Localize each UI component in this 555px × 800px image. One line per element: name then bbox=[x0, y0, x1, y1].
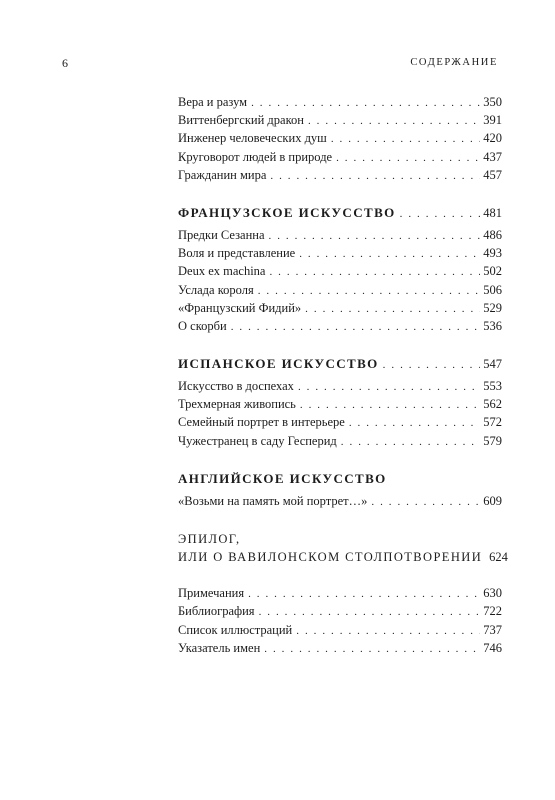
toc-entry-page: 529 bbox=[483, 300, 502, 315]
section-heading-page: 547 bbox=[483, 357, 502, 372]
section-heading[interactable]: АНГЛИЙСКОЕ ИСКУССТВО bbox=[178, 470, 387, 486]
table-of-contents bbox=[178, 93, 508, 657]
dot-leader bbox=[298, 378, 480, 396]
toc-entry-page: 630 bbox=[483, 586, 502, 601]
dot-leader bbox=[231, 318, 481, 336]
toc-entry-title: Библиография bbox=[178, 604, 255, 619]
toc-entry-title: Семейный портрет в интерьере bbox=[178, 415, 345, 430]
toc-entry-page: 536 bbox=[483, 318, 502, 333]
toc-entry-title: «Возьми на память мой портрет…» bbox=[178, 493, 368, 508]
toc-entry-title: Указатель имен bbox=[178, 640, 261, 655]
toc-entry[interactable] bbox=[178, 639, 502, 657]
dot-leader bbox=[300, 396, 480, 414]
toc-entry-page: 737 bbox=[483, 622, 502, 637]
toc-entry-title: Примечания bbox=[178, 586, 245, 601]
toc-entry-page: 437 bbox=[483, 149, 502, 164]
toc-entry-title: Круговорот людей в природе bbox=[178, 149, 333, 164]
dot-leader bbox=[400, 203, 481, 225]
toc-group bbox=[178, 202, 502, 335]
toc-entry-title: Список иллюстраций bbox=[178, 622, 293, 637]
toc-entry-page: 553 bbox=[483, 379, 502, 394]
dot-leader bbox=[269, 263, 480, 281]
toc-entry[interactable] bbox=[178, 621, 502, 639]
running-head: СОДЕРЖАНИЕ bbox=[410, 57, 498, 68]
toc-entry-page: 746 bbox=[483, 640, 502, 655]
dot-leader bbox=[308, 112, 480, 130]
toc-entry-page: 391 bbox=[483, 113, 502, 128]
toc-entry-page: 572 bbox=[483, 415, 502, 430]
toc-entry-page: 457 bbox=[483, 167, 502, 182]
dot-leader bbox=[259, 603, 481, 621]
dot-leader bbox=[383, 354, 481, 376]
page-number: 6 bbox=[62, 56, 69, 70]
toc-entry-page: 506 bbox=[483, 282, 502, 297]
toc-entry-title: Воля и представление bbox=[178, 246, 296, 261]
section-heading-title: ФРАНЦУЗСКОЕ ИСКУССТВО bbox=[178, 204, 396, 220]
toc-entry-page: 493 bbox=[483, 246, 502, 261]
toc-entry-title: Предки Сезанна bbox=[178, 227, 265, 242]
dot-leader bbox=[258, 282, 481, 300]
toc-group bbox=[178, 584, 502, 657]
toc-entry-title: Deux ex machina bbox=[178, 264, 266, 279]
toc-entry[interactable] bbox=[178, 166, 502, 184]
section-heading-title: ИСПАНСКОЕ ИСКУССТВО bbox=[178, 356, 379, 372]
toc-group bbox=[178, 93, 502, 184]
section-heading-page: 481 bbox=[483, 205, 502, 220]
toc-entry[interactable] bbox=[178, 244, 502, 262]
toc-entry-title: Чужестранец в саду Гесперид bbox=[178, 433, 337, 448]
toc-entry-page: 420 bbox=[483, 131, 502, 146]
dot-leader bbox=[251, 94, 480, 112]
dot-leader bbox=[248, 585, 480, 603]
toc-entry-page: 562 bbox=[483, 397, 502, 412]
toc-entry[interactable] bbox=[178, 262, 502, 280]
toc-entry-title: Вера и разум bbox=[178, 95, 248, 109]
toc-entry[interactable] bbox=[178, 148, 502, 166]
toc-entry-page: 350 bbox=[483, 95, 502, 109]
dot-leader bbox=[299, 245, 480, 263]
toc-entry-page: 486 bbox=[483, 227, 502, 242]
toc-entry-page: 609 bbox=[483, 493, 502, 508]
toc-entry-title: Гражданин мира bbox=[178, 167, 267, 182]
toc-entry[interactable] bbox=[178, 299, 502, 317]
dot-leader bbox=[336, 149, 480, 167]
toc-entry[interactable] bbox=[178, 377, 502, 395]
dot-leader bbox=[264, 640, 480, 658]
toc-entry[interactable] bbox=[178, 584, 502, 602]
toc-entry[interactable] bbox=[178, 281, 502, 299]
dot-leader bbox=[270, 167, 480, 185]
section-heading[interactable] bbox=[178, 202, 502, 224]
dot-leader bbox=[296, 622, 480, 640]
dot-leader bbox=[269, 227, 481, 245]
toc-group bbox=[178, 468, 502, 510]
toc-entry[interactable] bbox=[178, 93, 502, 111]
toc-entry[interactable] bbox=[178, 226, 502, 244]
dot-leader bbox=[371, 493, 480, 511]
toc-entry[interactable] bbox=[178, 129, 502, 147]
toc-entry[interactable] bbox=[178, 395, 502, 413]
toc-entry[interactable] bbox=[178, 432, 502, 450]
dot-leader bbox=[305, 300, 480, 318]
toc-entry-page: 579 bbox=[483, 433, 502, 448]
toc-entry-title: Инженер человеческих душ bbox=[178, 131, 327, 146]
toc-entry-title: Услада короля bbox=[178, 282, 254, 297]
toc-entry-page: 502 bbox=[483, 264, 502, 279]
epilogue-title-line2: ИЛИ О ВАВИЛОНСКОМ СТОЛПОТВОРЕНИИ bbox=[178, 550, 483, 564]
toc-entry-title: Трехмерная живопись bbox=[178, 397, 296, 412]
toc-entry-title: О скорби bbox=[178, 318, 227, 333]
toc-entry[interactable] bbox=[178, 602, 502, 620]
toc-group bbox=[178, 353, 502, 450]
toc-entry-title: Виттенбергский дракон bbox=[178, 113, 304, 128]
epilogue-page: 624 bbox=[489, 550, 508, 564]
toc-entry[interactable] bbox=[178, 492, 502, 510]
toc-entry-title: «Французский Фидий» bbox=[178, 300, 302, 315]
section-heading[interactable] bbox=[178, 353, 502, 375]
toc-entry[interactable] bbox=[178, 111, 502, 129]
toc-entry-page: 722 bbox=[483, 604, 502, 619]
dot-leader bbox=[331, 130, 480, 148]
epilogue-title-line1[interactable]: ЭПИЛОГ, bbox=[178, 532, 241, 546]
epilogue-entry[interactable] bbox=[178, 548, 508, 566]
dot-leader bbox=[349, 414, 480, 432]
dot-leader bbox=[341, 433, 480, 451]
toc-entry[interactable] bbox=[178, 317, 502, 335]
toc-entry[interactable] bbox=[178, 413, 502, 431]
toc-group bbox=[178, 530, 508, 566]
toc-entry-title: Искусство в доспехах bbox=[178, 379, 294, 394]
